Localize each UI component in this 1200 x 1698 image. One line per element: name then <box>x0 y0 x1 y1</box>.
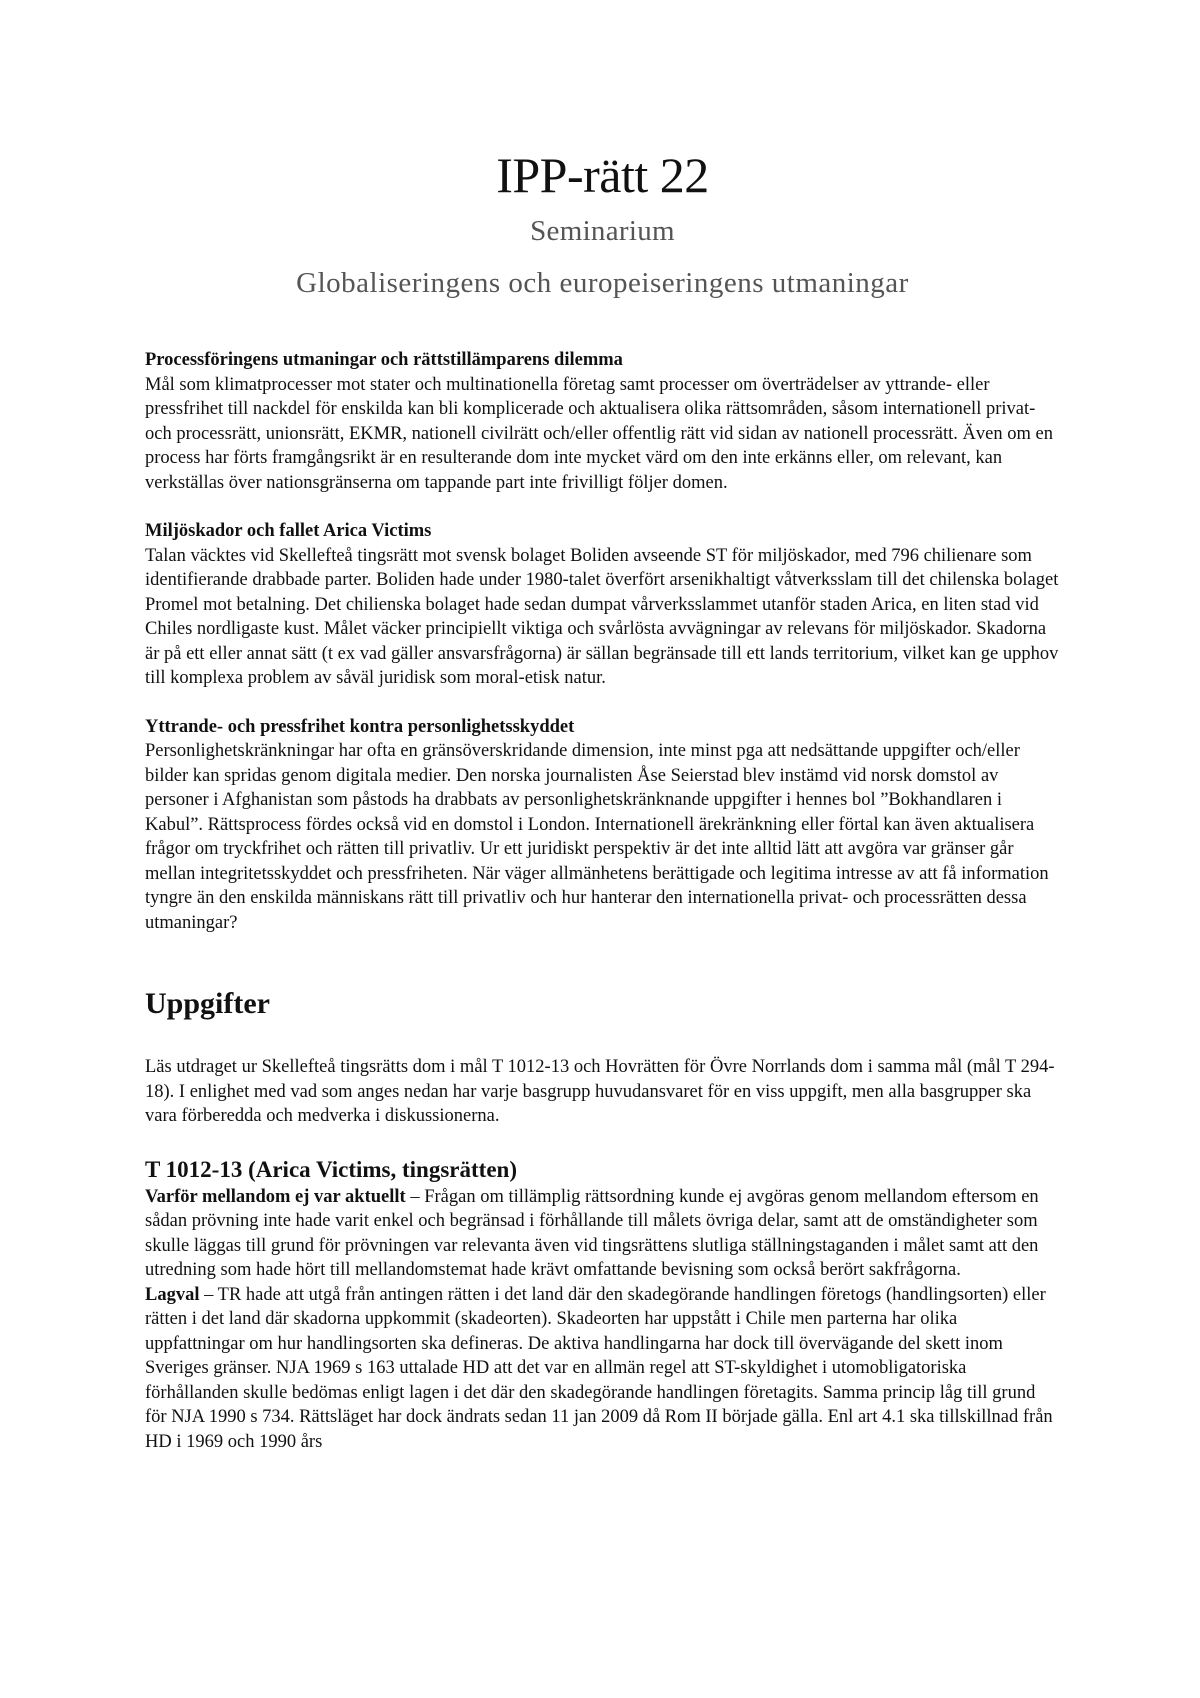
section-heading: Processföringens utmaningar och rättstillämparens dilemma <box>145 350 623 370</box>
case-paragraph-mellandom <box>145 1185 1060 1283</box>
case-paragraph-text: – TR hade att utgå från antingen rätten i det land där den skadegörande handlingen företogs (handlingsorten) eller rätten i det land där skadorna uppkommit (skadeorten). Skadeorten har uppstått i Chile men parterna har olika uppfattningar om hur handlingsorten ska defineras. De aktiva handlingarna har dock till övervägande del skett inom Sveriges gränser. NJA 1969 s 163 uttalade HD att det var en allmän regel att ST-skyldighet i utomobligatoriska förhållanden skulle bedömas enligt lagen i det där den skadegörande handlingen företagits. Samma princip låg till grund för NJA 1990 s 734. Rättsläget har dock ändrats sedan 11 jan 2009 då Rom II började gälla. Enl art 4.1 ska tillskillnad från HD i 1969 och 1990 års <box>145 1284 1053 1452</box>
document-title: IPP-rätt 22 <box>496 147 709 203</box>
document-theme: Globaliseringens och europeiseringens utmaningar <box>296 267 909 299</box>
intro-sections <box>145 348 1060 935</box>
uppgifter-heading: Uppgifter <box>145 987 270 1020</box>
section-body: Personlighetskränkningar har ofta en gränsöverskridande dimension, inte minst pga att nedsättande uppgifter och/eller bilder kan spridas genom digitala medier. Den norska journalisten Åse Seierstad blev instämd vid norsk domstol av personer i Afghanistan som påstods ha drabbats av personlighetskränknande uppgifter i hennes bol ”Bokhandlaren i Kabul”. Rättsprocess fördes också vid en domstol i London. Internationell ärekränkning eller förtal kan även aktualisera frågor om tryckfrihet och rätten till privatliv. Ur ett juridiskt perspektiv är det inte alltid lätt att avgöra var gränser går mellan integritetsskyddet och pressfriheten. När väger allmänhetens berättigade och legitima intresse av att få information tyngre än den enskilda människans rätt till privatliv och hur hanterar den internationella privat- och processrätten dessa utmaningar? <box>145 741 1049 933</box>
section-processforing <box>145 348 1060 495</box>
case-paragraph-label: Varför mellandom ej var aktuellt <box>145 1186 406 1207</box>
section-miljoskador <box>145 519 1060 691</box>
section-body: Mål som klimatprocesser mot stater och multinationella företag samt processer om överträdelser av yttrande- eller pressfrihet till nackdel för enskilda kan bli komplicerade och aktualisera olika rättsområden, såsom internationell privat- och processrätt, unionsrätt, EKMR, nationell civilrätt och/eller offentlig rätt vid sidan av nationell processrätt. Även om en process har förts framgångsrikt är en resulterande dom inte mycket värd om den inte erkänns eller, om relevant, kan verkställas över nationsgränserna om tappande part inte frivilligt följer domen. <box>145 374 1053 493</box>
case-heading: T 1012-13 (Arica Victims, tingsrätten) <box>145 1156 517 1182</box>
section-heading: Yttrande- och pressfrihet kontra personlighetsskyddet <box>145 716 575 737</box>
case-paragraph-label: Lagval <box>145 1284 200 1305</box>
uppgifter-body: Läs utdraget ur Skellefteå tingsrätts dom i mål T 1012-13 och Hovrätten för Övre Norrlands dom i samma mål (mål T 294-18). I enlighet med vad som anges nedan har varje basgrupp huvudansvaret för en viss uppgift, men alla basgrupper ska vara förberedda och medverka i diskussionerna. <box>145 1057 1055 1126</box>
section-heading: Miljöskador och fallet Arica Victims <box>145 521 432 541</box>
document-page <box>145 0 1060 1454</box>
case-paragraph-text: – Frågan om tillämplig rättsordning kunde ej avgöras genom mellandom eftersom en sådan prövning inte hade varit enkel och begränsad i förhållande till målets övriga delar, samt att de omständigheter som skulle läggas till grund för prövningen var relevanta även vid tingsrättens slutliga ställningstaganden i målet samt att den utredning som hade hört till mellandomstemat hade krävt omfattande bevisning som också berört sakfrågorna. <box>145 1186 1039 1280</box>
section-body: Talan väcktes vid Skellefteå tingsrätt mot svensk bolaget Boliden avseende ST för miljöskador, med 796 chilienare som identifierande drabbade parter. Boliden hade under 1980-talet överfört arsenikhaltigt våtverksslam till det chilenska bolaget Promel mot betalning. Det chilienska bolaget hade sedan dumpat vårverksslammet utanför staden Arica, en liten stad vid Chiles nordligaste kust. Målet väcker principiellt viktiga och svårlösta avvägningar av relevans för miljöskador. Skadorna är på ett eller annat sätt (t ex vad gäller ansvarsfrågorna) är sällan begränsade till ett lands territorium, vilket kan ge upphov till komplexa problem av såväl juridisk som moral-etisk natur. <box>145 545 1059 688</box>
document-subtitle: Seminarium <box>530 215 675 247</box>
case-paragraph-lagval <box>145 1283 1060 1455</box>
section-yttrandefrihet <box>145 715 1060 936</box>
